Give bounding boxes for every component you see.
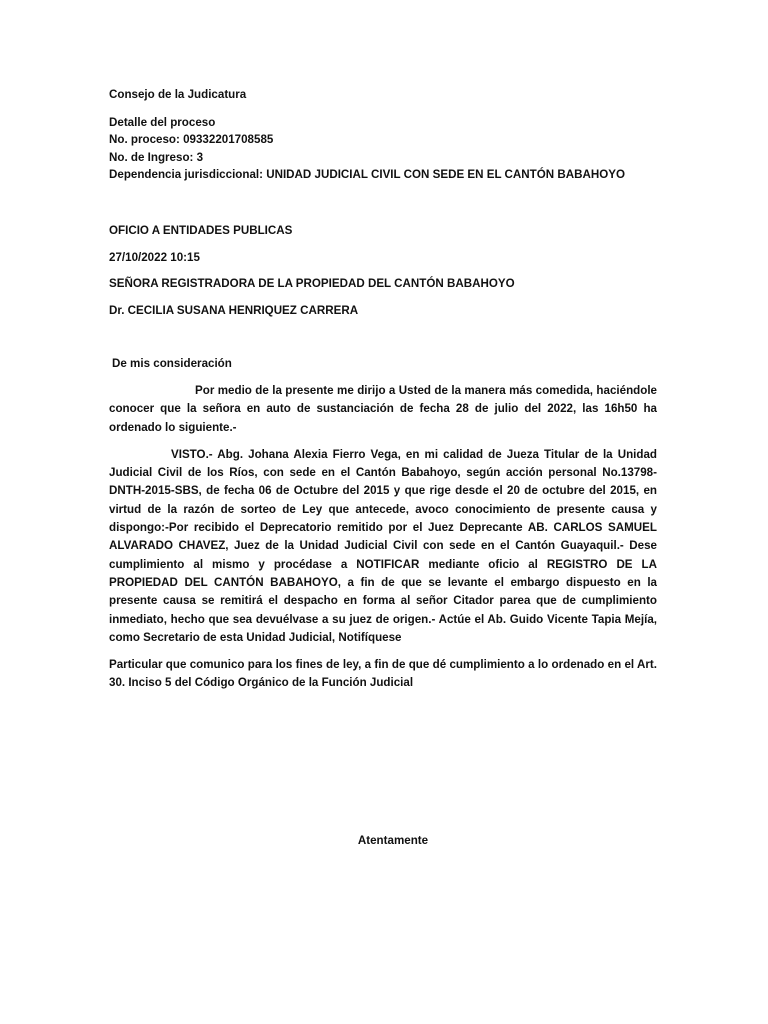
- process-number: No. proceso: 09332201708585: [109, 133, 274, 147]
- closing-signoff: Atentamente: [357, 834, 429, 847]
- recipient-name: Dr. CECILIA SUSANA HENRIQUEZ CARRERA: [109, 303, 359, 317]
- salutation: De mis consideración: [112, 357, 232, 371]
- body-paragraph-intro: Por medio de la presente me dirijo a Usted de la manera más comedida, haciéndole conocer que la señora en auto de sustanciación de fecha 28 de julio del 2022, las 16h50 ha ordenado lo siguiente.-: [109, 383, 657, 434]
- document-datetime: 27/10/2022 10:15: [109, 250, 200, 264]
- institution-name: Consejo de la Judicatura: [109, 88, 247, 101]
- document-type: OFICIO A ENTIDADES PUBLICAS: [109, 223, 293, 237]
- process-section-title: Detalle del proceso: [109, 115, 216, 129]
- entry-number: No. de Ingreso: 3: [109, 150, 204, 164]
- jurisdictional-dependency: Dependencia jurisdiccional: UNIDAD JUDICIAL CIVIL CON SEDE EN EL CANTÓN BABAHOYO: [109, 168, 625, 182]
- document-page: [109, 86, 657, 847]
- body-paragraph-visto: VISTO.- Abg. Johana Alexia Fierro Vega, en mi calidad de Jueza Titular de la Unidad Judicial Civil de los Ríos, con sede en el Cantón Babahoyo, según acción personal No.13798-DNTH-2015-SBS, de fecha 06 de Octubre del 2015 y que rige desde el 20 de octubre del 2015, en virtud de la razón de sorteo de Ley que antecede, avoco conocimiento de presente causa y dispongo:-Por recibido el Deprecatorio remitido por el Juez Deprecante AB. CARLOS SAMUEL ALVARADO CHAVEZ, Juez de la Unidad Judicial Civil con sede en el Cantón Guayaquil.- Dese cumplimiento al mismo y procédase a NOTIFICAR mediante oficio al REGISTRO DE LA PROPIEDAD DEL CANTÓN BABAHOYO, a fin de que se levante el embargo dispuesto en la presente causa se remitirá el despacho en forma al señor Citador parea que de cumplimiento inmediato, hecho que sea devuélvase a su juez de origen.- Actúe el Ab. Guido Vicente Tapia Mejía, como Secretario de esta Unidad Judicial, Notifíquese: [109, 447, 657, 644]
- recipient-title: SEÑORA REGISTRADORA DE LA PROPIEDAD DEL CANTÓN BABAHOYO: [109, 277, 515, 291]
- body-paragraph-particular: Particular que comunico para los fines de ley, a fin de que dé cumplimiento a lo ordenado en el Art. 30. Inciso 5 del Código Orgánico de la Función Judicial: [109, 658, 657, 690]
